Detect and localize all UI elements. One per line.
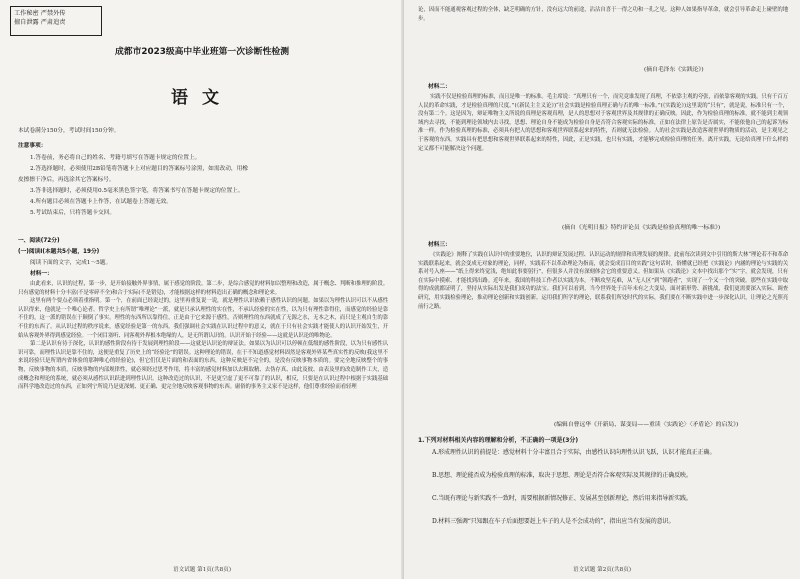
confidential-line-1: 工作秘密 严禁外传 — [14, 10, 66, 17]
note-item: 4.所有题目必须在答题卡上作答，在试题卷上答题无效。 — [30, 199, 172, 205]
paragraph: 实践不仅是检验真理的标准，而且是唯一的标准。毛主席说：“真理只有一个，而究竟谁发现了真理，不依靠主观的夸张，而依靠客观的实践。只有千百万人民的革命实践，才是检验真理的尺度。”(《新民主主义论》)“社会实践是检验真理正确与否的唯一标准。”(《实践论》)这里说的“只有”，就是说，标准只有一个，没有第二个。这是因为，辩证唯物主义所说的真理是客观真理，是人的思想对于客观世界及其规律的正确反映。因此，作为检验真理的标准，就不能到主观领域内去寻找，不能到理论领域内去寻找，思想、理论自身不能成为检验自身是否符合客观实际的标准，正如在法律上原告是否属实，不能依他自己的起诉为标准一样。作为检验真理的标准，必须具有把人的思想和客观世界联系起来的特性，否则就无法检验。人的社会实践是改造客观世界的物质的活动，是主观见之于客观的东西。实践具有把思想和客观世界联系起来的特性，因此，正是实践，也只有实践，才能够完成检验真理的任务。离开实践，无论给真理下什么样的定义都不可能解决这个问题。 — [418, 94, 788, 152]
answer-option-d[interactable]: D.材料三强调“只知跟在车子后面想要赶上车子的人是不会成功的”，指出应当有发展的意识。 — [432, 518, 675, 525]
answer-option-c[interactable]: C.当既有理论与新实践不一致时，需要根据新情况修正、发展甚至创新理论，然后用来指导新实践。 — [432, 495, 692, 502]
note-item: 5.考试结束后，只将答题卡交回。 — [30, 210, 116, 216]
section-heading: 一、阅读(72分) — [18, 238, 60, 244]
source-citation: (摘自《光明日报》特约评论员《实践是检验真理的唯一标准》) — [562, 225, 721, 231]
material-1-label: 材料一： — [30, 271, 53, 277]
source-citation: (编辑自曹远华《开新局、谋变局——重读〈实践论〉〈矛盾论〉的启发》) — [554, 422, 739, 428]
paragraph: 由此看来，认识的过程，第一步，是开始接触外界事情，属于感觉的阶段。第二步，是综合感觉的材料加以整理和改造，属于概念、判断和推理的阶段。只有感觉的材料十分丰富(不是零碎不全)和合于实际(不是错觉)，才能根据这样的材料造出正确的概念和理论来。 — [18, 281, 388, 296]
source-citation: (摘自毛泽东《实践论》) — [644, 67, 704, 73]
note-item: 皮擦擦干净后，再选涂其它答案标号。 — [18, 177, 115, 183]
page-footer: 语文试题 第2页(共8页) — [572, 567, 631, 573]
material-1-continued — [418, 6, 788, 42]
paragraph: 第二是认识有待于深化，认识的感性阶段有待于发展到理性阶段——这就是认识论的辩证法。如果以为认识可以停顿在低级的感性阶段，以为只有感性认识可靠，而理性认识是靠不住的，这便是重复了历史上的“经验论”的错误。这种理论的错误，在于不知道感觉材料固然是客观外界某些真实性的反映(我这里不来说经验只是所谓内省体验的那种唯心的经验论)，但它们仅是片面的和表面的东西，这种反映是不完全的，是没有反映事物本质的。要完全地反映整个的事物，反映事物的本质，反映事物的内部规律性，就必须经过思考作用，将丰富的感觉材料加以去粗取精、去伪存真、由此及彼、由表及里的改造制作工夫，造成概念和理论的系统，就必须从感性认识跃进到理性认识。这种改造过的认识，不是更空虚了更不可靠了的认识，相反，只要是在认识过程中根据于实践基础而科学地改造过的东西，正如列宁所说乃是更深刻、更正确、更完全地反映客观事物的东西。庸俗的事务主义家不是这样，他们尊重经验而看轻理 — [18, 341, 388, 391]
paragraph: 论，因而不能通观客观过程的全体，缺乏明确的方针，没有远大的前途，沾沾自喜于一得之功和一孔之见。这种人如果指导革命，就会引导革命走上碰壁的地步。 — [418, 7, 788, 22]
confidential-line-2: 擅自泄露 严肃追责 — [14, 19, 66, 26]
note-item: 1.答卷前，务必将自己的姓名、考籍号填写在答题卡规定的位置上。 — [30, 155, 201, 161]
material-2-label: 材料二： — [428, 84, 451, 90]
answer-option-b[interactable]: B.思想、理论能否成为检验真理的标准，取决于思想、理论是否符合客观实际及其规律的正确反映。 — [432, 472, 692, 479]
answer-option-a[interactable]: A.形成理性认识的前提是：感觉材料十分丰富且合于实际，由感性认识向理性认识飞跃，认识才能真正正确。 — [432, 449, 716, 456]
material-3-text — [418, 251, 788, 411]
material-2-text — [418, 93, 788, 215]
paragraph: 这里有两个要点必须着重指明。第一个，在前面已经说过的，这里再重复说一说，就是理性认识依赖于感性认识的问题。如果以为理性认识可以不从感性认识得来，他就是一个唯心论者。哲学史上有所谓“唯理论”一派，就是只承认理性的实在性，不承认经验的实在性，以为只有理性靠得住，而感觉的经验是靠不住的，这一派的错误在于颠倒了事实。理性的东西所以靠得住，正是由于它来源于感性，否则理性的东西就成了无源之水，无本之木，而只是主观自生的靠不住的东西了。从认识过程的秩序说来，感觉经验是第一的东西，我们强调社会实践在认识过程中的意义，就在于只有社会实践才能使人的认识开始发生，开始从客观外界得到感觉经验。一个闭目塞听、同客观外界根本绝缘的人，是无所谓认识的。认识开始于经验——这就是认识论的唯物论。 — [18, 298, 388, 339]
reading-subheading: (一)阅读Ⅰ(本题共5小题，19分) — [18, 249, 100, 255]
material-1-text — [18, 280, 388, 560]
exam-page-2 — [404, 0, 800, 579]
paragraph: 《实践论》阐释了实践在认识中的重要地位，认识的辩证发展过程、认识运动的规律和真理发展的规律。此前每次读到文中引用的斯大林“理论若不和革命实践联系起来，就会变成无对象的理论，同样，实践若不以革命理论为指南，就会变成盲目的实践”这句话时，俗懂就已经把《实践论》内涵的理论与实践的关系对号入座——“纸上得来终觉浅，绝知此事要躬行”，但很多人并没有深刻体会它的重要意义。但如果从《实践论》文本中找出那个“实”字，就会发现，只有在实际中摸索、才能找到出路。近年来，我国的科技工作者以实践为本，不断攻坚克难，从“无人区”到“领跑者”，实现了一个又一个的突破。那些在实践中取得的成就都证明了，坚持从实际出发是我们成功的法宝。我们可以看到，当今世界处于百年未有之大变局，面对新形势、新挑战，我们更需要深入实际、调查研究，用实践检验理论，推动理论创新和实践创新。运用我们所学的理论，联系我们所处时代的实际，我们要在不断实践中进一步深化认识，让理论之光照亮前行之路。 — [418, 252, 788, 310]
note-item: 3.答非选择题时，必须使用0.5毫米黑色签字笔，将答案书写在答题卡规定的位置上。 — [30, 188, 244, 194]
exam-intro: 本试卷满分150分，考试时间150分钟。 — [18, 128, 120, 134]
confidential-stamp — [10, 6, 102, 36]
exam-title: 成都市2023级高中毕业班第一次诊断性检测 — [114, 47, 290, 57]
note-item: 2.答选择题时，必须使用2B铅笔将答题卡上对应题目的答案标号涂黑，如需改动，用橡 — [30, 166, 248, 172]
page-footer: 语文试题 第1页(共8页) — [172, 567, 231, 573]
material-3-label: 材料三： — [428, 242, 451, 248]
question-stem: 1.下列对材料相关内容的理解和分析，不正确的一项是(3分) — [418, 437, 579, 444]
subject-title: 语文 — [171, 88, 233, 108]
reading-instruction: 阅读下面的文字，完成1～5题。 — [30, 260, 112, 266]
notes-heading: 注意事项： — [18, 143, 47, 149]
